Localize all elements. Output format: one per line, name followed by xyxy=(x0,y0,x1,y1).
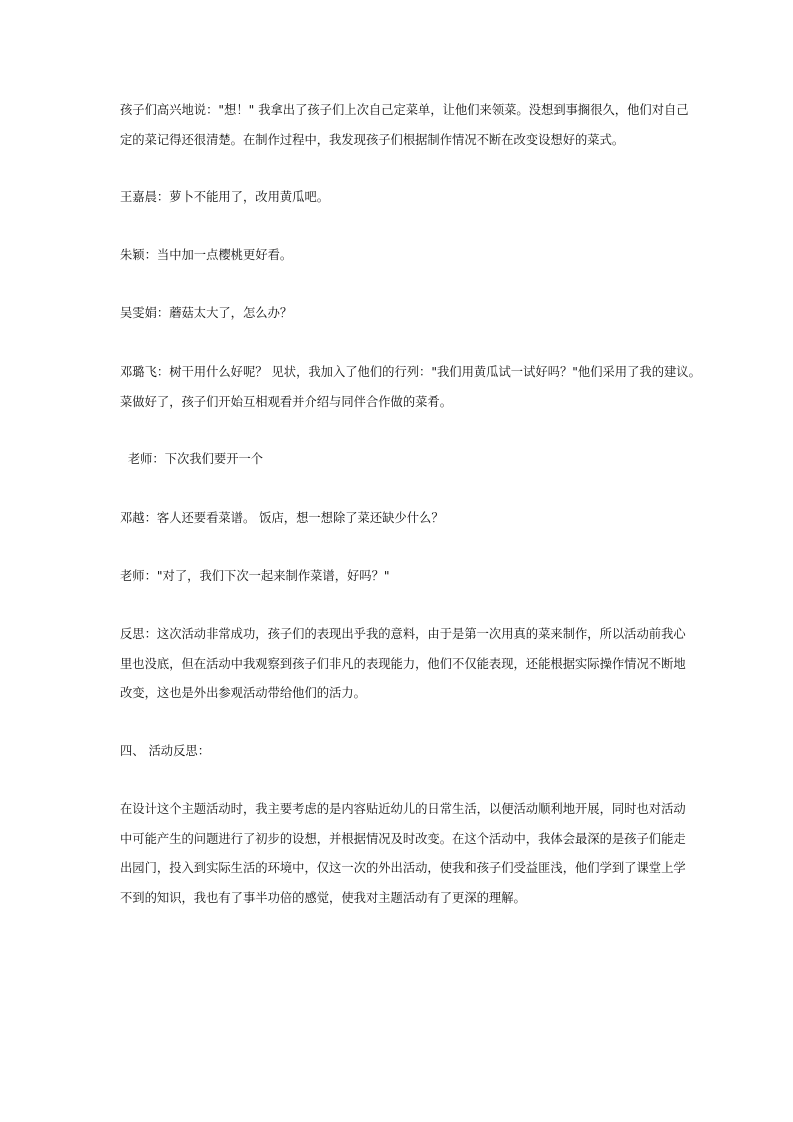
text-line: 吴雯娟：蘑菇太大了，怎么办？ xyxy=(120,306,293,320)
paragraph-teacher-next-time xyxy=(120,445,680,475)
text-line: 出园门，投入到实际生活的环境中，仅这一次的外出活动，使我和孩子们受益匪浅，他们学到了课堂上学 xyxy=(120,861,686,875)
text-line: 朱颖：当中加一点樱桃更好看。 xyxy=(120,248,293,262)
paragraph-reflection xyxy=(120,620,686,709)
paragraph-design-reflection xyxy=(120,795,686,913)
text-line: 改变，这也是外出参观活动带给他们的活力。 xyxy=(120,686,366,700)
text-line: 四、 活动反思： xyxy=(120,744,210,758)
paragraph-children-respond xyxy=(120,96,689,155)
text-line: 老师：下次我们要开一个 xyxy=(120,452,264,466)
section-heading-activity-reflection xyxy=(120,737,680,767)
paragraph-zhu-ying xyxy=(120,241,680,271)
paragraph-deng-lufei xyxy=(120,358,701,417)
text-line: 孩子们高兴地说："想！" 我拿出了孩子们上次自己定菜单，让他们来领菜。没想到事搁很久，他们对自己 xyxy=(120,103,689,117)
text-line: 老师："对了，我们下次一起来制作菜谱，好吗？" xyxy=(120,569,390,583)
text-line: 邓越：客人还要看菜谱。 饭店，想一想除了菜还缺少什么？ xyxy=(120,511,444,525)
text-line: 反思：这次活动非常成功，孩子们的表现出乎我的意料，由于是第一次用真的菜来制作，所以活动前我心 xyxy=(120,627,686,641)
text-line: 里也没底，但在活动中我观察到孩子们非凡的表现能力，他们不仅能表现，还能根据实际操作情况不断地 xyxy=(120,656,686,671)
text-line: 在设计这个主题活动时，我主要考虑的是内容贴近幼儿的日常生活，以便活动顺利地开展，同时也对活动 xyxy=(120,802,686,816)
paragraph-wang-jiachen xyxy=(120,183,680,213)
text-line: 王嘉晨：萝卜不能用了，改用黄瓜吧。 xyxy=(120,190,330,204)
text-line: 邓璐飞：树干用什么好呢？ 见状，我加入了他们的行列："我们用黄瓜试一试好吗？"他们采用了我的建议。 xyxy=(120,365,701,379)
text-line: 定的菜记得还很清楚。在制作过程中，我发现孩子们根据制作情况不断在改变设想好的菜式。 xyxy=(120,132,625,147)
paragraph-teacher-menu xyxy=(120,562,680,592)
paragraph-deng-yue xyxy=(120,504,680,534)
text-line: 菜做好了，孩子们开始互相观看并介绍与同伴合作做的菜肴。 xyxy=(120,394,453,409)
text-line: 不到的知识，我也有了事半功倍的感觉，使我对主题活动有了更深的理解。 xyxy=(120,890,526,905)
paragraph-wu-wenjuan xyxy=(120,299,680,329)
text-line: 中可能产生的问题进行了初步的设想，并根据情况及时改变。在这个活动中，我体会最深的是孩子们能走 xyxy=(120,831,686,846)
